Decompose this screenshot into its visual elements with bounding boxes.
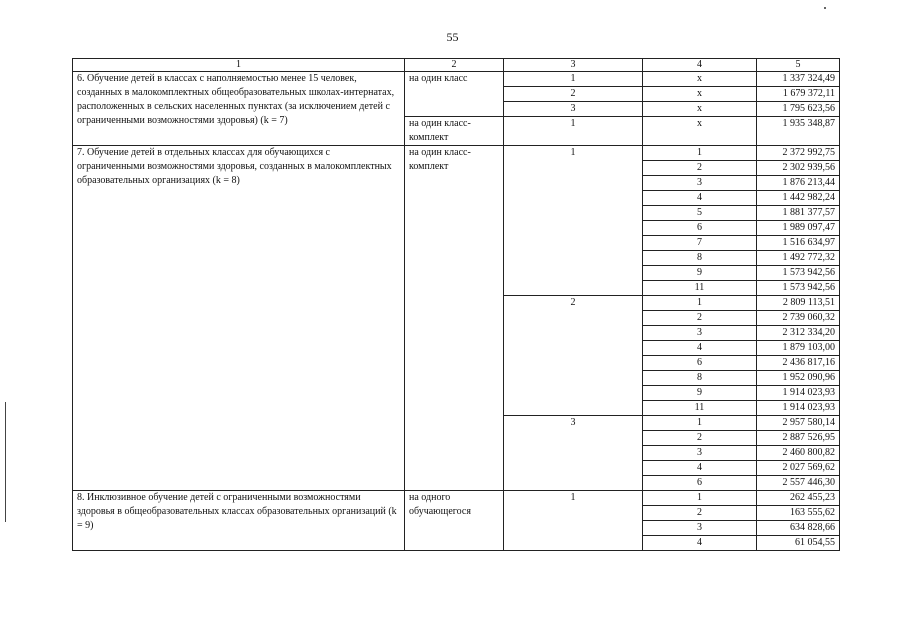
table-row bbox=[73, 72, 840, 87]
amount-cell: 2 436 817,16 bbox=[757, 356, 840, 371]
amount-cell: 2 887 526,95 bbox=[757, 431, 840, 446]
subgroup-cell: 3 bbox=[643, 176, 757, 191]
amount-cell: 1 679 372,11 bbox=[757, 87, 840, 102]
amount-cell: 2 957 580,14 bbox=[757, 416, 840, 431]
column-header: 1 bbox=[73, 59, 405, 72]
amount-cell: 1 442 982,24 bbox=[757, 191, 840, 206]
subgroup-cell: х bbox=[643, 87, 757, 102]
group-cell: 2 bbox=[504, 87, 643, 102]
amount-cell: 61 054,55 bbox=[757, 536, 840, 551]
amount-cell: 1 914 023,93 bbox=[757, 401, 840, 416]
amount-cell: 262 455,23 bbox=[757, 491, 840, 506]
scan-speck bbox=[824, 7, 826, 9]
indicator-cell: 7. Обучение детей в отдельных классах для обучающихся с ограниченными возможностями здоровья, созданных в малокомплектных образовательных организациях (k = 8) bbox=[73, 146, 405, 491]
indicator-cell: 8. Инклюзивное обучение детей с ограниченными возможностями здоровья в общеобразовательных классах образовательных организаций (k = 9) bbox=[73, 491, 405, 551]
subgroup-cell: 4 bbox=[643, 461, 757, 476]
group-cell: 1 bbox=[504, 72, 643, 87]
unit-cell: на один класс bbox=[405, 72, 504, 117]
group-cell: 2 bbox=[504, 296, 643, 416]
amount-cell: 1 795 623,56 bbox=[757, 102, 840, 117]
amount-cell: 1 573 942,56 bbox=[757, 281, 840, 296]
subgroup-cell: 1 bbox=[643, 416, 757, 431]
subgroup-cell: 4 bbox=[643, 341, 757, 356]
subgroup-cell: 3 bbox=[643, 446, 757, 461]
amount-cell: 1 952 090,96 bbox=[757, 371, 840, 386]
indicator-cell: 6. Обучение детей в классах с наполняемостью менее 15 человек, созданных в малокомплектных общеобразовательных школах-интернатах, расположенных в сельских населенных пунктах (за исключением детей с ограниченными возможностями здоровья) (k = 7) bbox=[73, 72, 405, 146]
amount-cell: 634 828,66 bbox=[757, 521, 840, 536]
subgroup-cell: х bbox=[643, 102, 757, 117]
amount-cell: 163 555,62 bbox=[757, 506, 840, 521]
cost-table bbox=[72, 58, 840, 551]
subgroup-cell: 9 bbox=[643, 266, 757, 281]
amount-cell: 2 372 992,75 bbox=[757, 146, 840, 161]
table-body bbox=[73, 72, 840, 551]
subgroup-cell: 11 bbox=[643, 281, 757, 296]
subgroup-cell: 5 bbox=[643, 206, 757, 221]
amount-cell: 1 876 213,44 bbox=[757, 176, 840, 191]
amount-cell: 2 739 060,32 bbox=[757, 311, 840, 326]
amount-cell: 2 809 113,51 bbox=[757, 296, 840, 311]
amount-cell: 1 573 942,56 bbox=[757, 266, 840, 281]
amount-cell: 2 460 800,82 bbox=[757, 446, 840, 461]
amount-cell: 1 881 377,57 bbox=[757, 206, 840, 221]
group-cell: 1 bbox=[504, 491, 643, 551]
amount-cell: 1 337 324,49 bbox=[757, 72, 840, 87]
table-row bbox=[73, 491, 840, 506]
subgroup-cell: 7 bbox=[643, 236, 757, 251]
amount-cell: 2 302 939,56 bbox=[757, 161, 840, 176]
subgroup-cell: 1 bbox=[643, 296, 757, 311]
page-number: 55 bbox=[446, 30, 459, 44]
amount-cell: 1 492 772,32 bbox=[757, 251, 840, 266]
subgroup-cell: 2 bbox=[643, 431, 757, 446]
table-row bbox=[73, 146, 840, 161]
group-cell: 1 bbox=[504, 117, 643, 146]
table-header-row bbox=[73, 59, 840, 72]
subgroup-cell: 3 bbox=[643, 326, 757, 341]
amount-cell: 2 027 569,62 bbox=[757, 461, 840, 476]
subgroup-cell: 3 bbox=[643, 521, 757, 536]
subgroup-cell: 2 bbox=[643, 161, 757, 176]
column-header: 3 bbox=[504, 59, 643, 72]
amount-cell: 2 312 334,20 bbox=[757, 326, 840, 341]
subgroup-cell: 1 bbox=[643, 146, 757, 161]
amount-cell: 1 914 023,93 bbox=[757, 386, 840, 401]
amount-cell: 2 557 446,30 bbox=[757, 476, 840, 491]
subgroup-cell: 4 bbox=[643, 536, 757, 551]
subgroup-cell: 6 bbox=[643, 476, 757, 491]
unit-cell: на один класс-комплект bbox=[405, 146, 504, 491]
amount-cell: 1 879 103,00 bbox=[757, 341, 840, 356]
unit-cell: на одного обучающегося bbox=[405, 491, 504, 551]
subgroup-cell: 1 bbox=[643, 491, 757, 506]
amount-cell: 1 516 634,97 bbox=[757, 236, 840, 251]
group-cell: 3 bbox=[504, 102, 643, 117]
subgroup-cell: 6 bbox=[643, 356, 757, 371]
group-cell: 3 bbox=[504, 416, 643, 491]
column-header: 4 bbox=[643, 59, 757, 72]
scan-margin-line bbox=[5, 402, 6, 522]
subgroup-cell: 8 bbox=[643, 251, 757, 266]
amount-cell: 1 989 097,47 bbox=[757, 221, 840, 236]
subgroup-cell: 11 bbox=[643, 401, 757, 416]
subgroup-cell: х bbox=[643, 117, 757, 146]
subgroup-cell: х bbox=[643, 72, 757, 87]
subgroup-cell: 2 bbox=[643, 506, 757, 521]
amount-cell: 1 935 348,87 bbox=[757, 117, 840, 146]
subgroup-cell: 2 bbox=[643, 311, 757, 326]
column-header: 2 bbox=[405, 59, 504, 72]
subgroup-cell: 9 bbox=[643, 386, 757, 401]
subgroup-cell: 6 bbox=[643, 221, 757, 236]
column-header: 5 bbox=[757, 59, 840, 72]
subgroup-cell: 4 bbox=[643, 191, 757, 206]
subgroup-cell: 8 bbox=[643, 371, 757, 386]
group-cell: 1 bbox=[504, 146, 643, 296]
unit-cell: на один класс-комплект bbox=[405, 117, 504, 146]
